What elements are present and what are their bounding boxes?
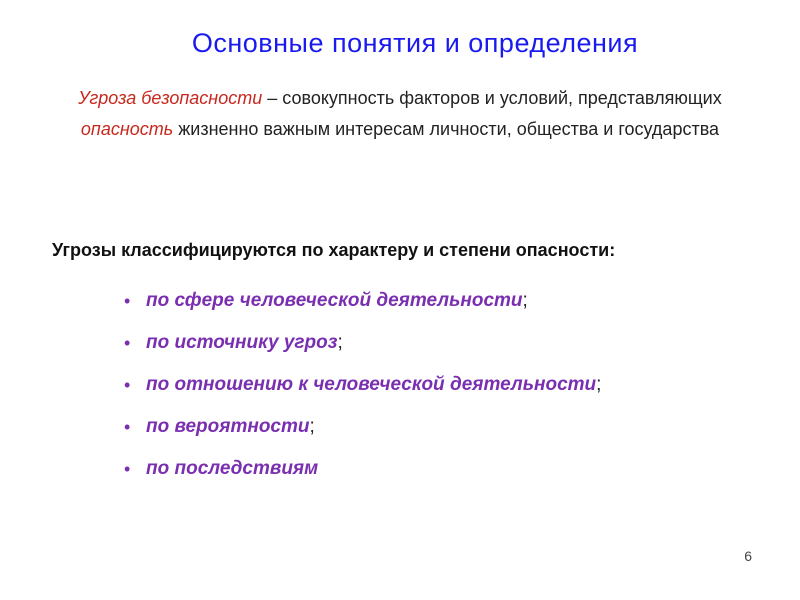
- bullet-icon: •: [124, 417, 131, 437]
- definition-text-part-1: – совокупность факторов и условий, представляющих: [262, 88, 722, 108]
- list-item-text: по источнику угроз: [146, 332, 338, 353]
- list-item: [126, 286, 601, 328]
- bullet-icon: •: [124, 375, 131, 395]
- list-item-separator: ;: [337, 332, 343, 353]
- definition-paragraph: [60, 83, 740, 145]
- list-item-separator: ;: [309, 416, 315, 437]
- definition-term: Угроза безопасности: [78, 88, 263, 108]
- bullet-icon: •: [124, 333, 131, 353]
- classification-heading: Угрозы классифицируются по характеру и степени опасности:: [52, 240, 616, 260]
- page-number: 6: [744, 548, 752, 564]
- list-item: [126, 454, 601, 496]
- list-item: [126, 370, 601, 412]
- bullet-icon: •: [124, 459, 131, 479]
- list-item-separator: ;: [522, 290, 528, 311]
- classification-list: [126, 286, 601, 496]
- definition-text-part-2: жизненно важным интересам личности, общества и государства: [173, 119, 720, 139]
- list-item-text: по последствиям: [146, 458, 319, 479]
- list-item: [126, 412, 601, 454]
- definition-highlight-word: опасность: [80, 119, 174, 139]
- list-item-text: по сфере человеческой деятельности: [146, 290, 523, 311]
- slide-title: Основные понятия и определения: [191, 28, 639, 58]
- list-item-text: по вероятности: [146, 416, 310, 437]
- bullet-icon: •: [124, 291, 131, 311]
- list-item-separator: ;: [596, 374, 602, 395]
- list-item-text: по отношению к человеческой деятельности: [146, 374, 597, 395]
- list-item: [126, 328, 601, 370]
